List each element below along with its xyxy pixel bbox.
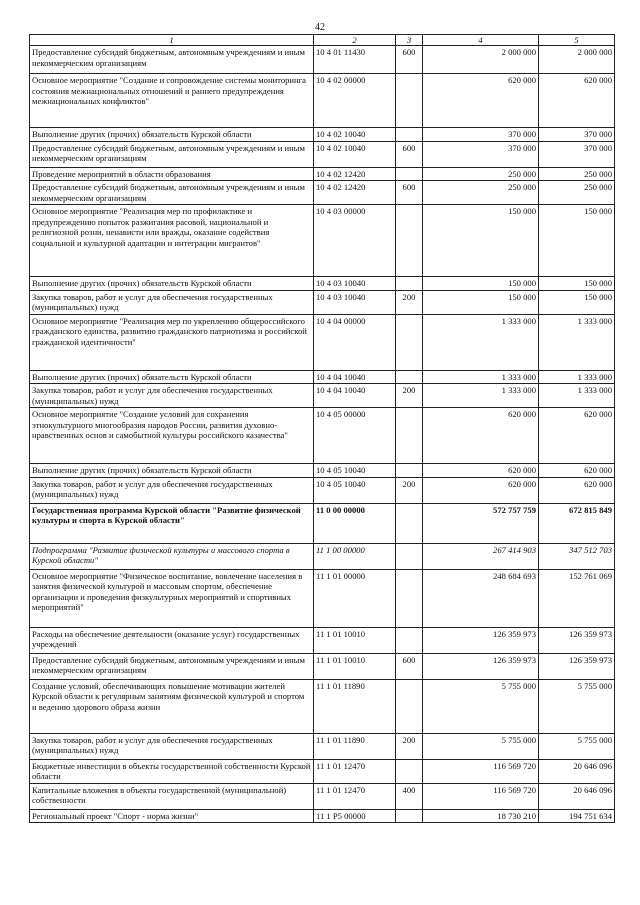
row-name-cell: Предоставление субсидий бюджетным, автономным учреждениям и иным некоммерческим организациям (30, 653, 314, 679)
row-amount-col5-cell: 2 000 000 (539, 46, 615, 74)
table-row (30, 783, 615, 809)
row-amount-col4-cell: 150 000 (423, 277, 539, 290)
table-row (30, 733, 615, 759)
row-name-cell: Закупка товаров, работ и услуг для обеспечения государственных (муниципальных) нужд (30, 733, 314, 759)
row-amount-col4-cell: 250 000 (423, 181, 539, 205)
row-amount-col4-cell: 2 000 000 (423, 46, 539, 74)
row-code-cell: 11 1 01 10010 (314, 653, 396, 679)
row-amount-col5-cell: 370 000 (539, 128, 615, 141)
page-number: 42 (315, 22, 325, 33)
row-code-cell: 11 1 01 00000 (314, 569, 396, 627)
table-row (30, 627, 615, 653)
row-amount-col4-cell: 150 000 (423, 205, 539, 277)
row-amount-col4-cell: 126 359 973 (423, 653, 539, 679)
column-header: 2 (314, 35, 396, 46)
table-row (30, 384, 615, 408)
column-header: 4 (423, 35, 539, 46)
row-amount-col5-cell: 20 646 096 (539, 759, 615, 783)
row-name-cell: Региональный проект "Спорт - норма жизни" (30, 809, 314, 822)
row-name-cell: Закупка товаров, работ и услуг для обеспечения государственных (муниципальных) нужд (30, 384, 314, 408)
row-code-cell: 10 4 03 10040 (314, 277, 396, 290)
row-expense-type-cell: 200 (396, 384, 423, 408)
row-name-cell: Закупка товаров, работ и услуг для обеспечения государственных (муниципальных) нужд (30, 477, 314, 503)
row-amount-col5-cell: 150 000 (539, 277, 615, 290)
row-name-cell: Государственная программа Курской области "Развитие физической культуры и спорта в Курской области" (30, 503, 314, 543)
row-name-cell: Основное мероприятие "Создание условий для сохранения этнокультурного многообразия народов России, развития духовно-нравственных основ и самобытной культуры российского казачества" (30, 408, 314, 464)
row-amount-col5-cell: 152 761 069 (539, 569, 615, 627)
row-amount-col5-cell: 620 000 (539, 477, 615, 503)
row-expense-type-cell (396, 74, 423, 128)
row-name-cell: Предоставление субсидий бюджетным, автономным учреждениям и иным некоммерческим организациям (30, 46, 314, 74)
table-row (30, 167, 615, 180)
row-code-cell: 11 1 01 10010 (314, 627, 396, 653)
table-row (30, 74, 615, 128)
row-amount-col4-cell: 1 333 000 (423, 384, 539, 408)
table-row (30, 277, 615, 290)
table-row (30, 464, 615, 477)
row-amount-col4-cell: 1 333 000 (423, 370, 539, 383)
column-header: 3 (396, 35, 423, 46)
row-amount-col4-cell: 370 000 (423, 128, 539, 141)
row-expense-type-cell (396, 128, 423, 141)
table-row (30, 809, 615, 822)
row-amount-col5-cell: 1 333 000 (539, 384, 615, 408)
column-header: 1 (30, 35, 314, 46)
row-code-cell: 10 4 05 10040 (314, 477, 396, 503)
row-expense-type-cell (396, 205, 423, 277)
row-expense-type-cell (396, 503, 423, 543)
row-code-cell: 10 4 02 12420 (314, 167, 396, 180)
row-name-cell: Закупка товаров, работ и услуг для обеспечения государственных (муниципальных) нужд (30, 290, 314, 314)
row-amount-col4-cell: 150 000 (423, 290, 539, 314)
row-amount-col4-cell: 1 333 000 (423, 314, 539, 370)
row-code-cell: 10 4 01 11430 (314, 46, 396, 74)
row-code-cell: 11 1 01 12470 (314, 759, 396, 783)
table-row (30, 128, 615, 141)
row-amount-col4-cell: 5 755 000 (423, 679, 539, 733)
row-name-cell: Выполнение других (прочих) обязательств Курской области (30, 277, 314, 290)
row-amount-col5-cell: 620 000 (539, 408, 615, 464)
row-expense-type-cell (396, 543, 423, 569)
table-row (30, 569, 615, 627)
row-expense-type-cell (396, 370, 423, 383)
row-amount-col5-cell: 250 000 (539, 167, 615, 180)
row-name-cell: Основное мероприятие "Реализация мер по профилактике и предупреждению попыток разжигания расовой, национальной и религиозной розни, ненависти или вражды, оказание содействия социальной и культурной адаптации и интеграции мигрантов" (30, 205, 314, 277)
row-name-cell: Расходы на обеспечение деятельности (оказание услуг) государственных учреждений (30, 627, 314, 653)
row-amount-col4-cell: 267 414 903 (423, 543, 539, 569)
row-amount-col5-cell: 20 646 096 (539, 783, 615, 809)
row-name-cell: Создание условий, обеспечивающих повышение мотивации жителей Курской области к регулярным занятиям физической культурой и спортом и ведению здорового образа жизни (30, 679, 314, 733)
table-row (30, 46, 615, 74)
table-row (30, 477, 615, 503)
row-expense-type-cell: 200 (396, 477, 423, 503)
row-amount-col4-cell: 572 757 759 (423, 503, 539, 543)
row-amount-col4-cell: 620 000 (423, 74, 539, 128)
table-row (30, 653, 615, 679)
table-row (30, 543, 615, 569)
row-amount-col4-cell: 248 684 693 (423, 569, 539, 627)
row-code-cell: 10 4 05 00000 (314, 408, 396, 464)
row-expense-type-cell (396, 314, 423, 370)
column-header: 5 (539, 35, 615, 46)
row-amount-col4-cell: 370 000 (423, 141, 539, 167)
row-name-cell: Основное мероприятие "Реализация мер по укреплению общероссийского гражданского единства, развитию гражданского патриотизма и российской гражданской идентичности" (30, 314, 314, 370)
row-code-cell: 10 4 05 10040 (314, 464, 396, 477)
row-amount-col5-cell: 5 755 000 (539, 733, 615, 759)
row-amount-col5-cell: 1 333 000 (539, 314, 615, 370)
row-amount-col5-cell: 347 512 703 (539, 543, 615, 569)
row-code-cell: 11 1 01 11890 (314, 679, 396, 733)
row-amount-col4-cell: 126 359 973 (423, 627, 539, 653)
row-expense-type-cell (396, 408, 423, 464)
row-code-cell: 10 4 02 12420 (314, 181, 396, 205)
table-row (30, 205, 615, 277)
table-row (30, 759, 615, 783)
row-amount-col4-cell: 116 569 720 (423, 759, 539, 783)
table-row (30, 141, 615, 167)
row-name-cell: Выполнение других (прочих) обязательств Курской области (30, 370, 314, 383)
row-name-cell: Бюджетные инвестиции в объекты государственной собственности Курской области (30, 759, 314, 783)
table-row (30, 370, 615, 383)
row-expense-type-cell (396, 627, 423, 653)
row-amount-col5-cell: 126 359 973 (539, 653, 615, 679)
row-code-cell: 11 1 00 00000 (314, 543, 396, 569)
row-amount-col4-cell: 620 000 (423, 477, 539, 503)
row-amount-col5-cell: 250 000 (539, 181, 615, 205)
row-code-cell: 11 1 01 12470 (314, 783, 396, 809)
row-code-cell: 10 4 02 10040 (314, 141, 396, 167)
row-amount-col5-cell: 150 000 (539, 205, 615, 277)
table-row (30, 314, 615, 370)
row-expense-type-cell (396, 679, 423, 733)
row-name-cell: Проведение мероприятий в области образования (30, 167, 314, 180)
row-expense-type-cell: 600 (396, 141, 423, 167)
row-code-cell: 10 4 03 00000 (314, 205, 396, 277)
row-amount-col4-cell: 620 000 (423, 464, 539, 477)
row-expense-type-cell (396, 759, 423, 783)
row-expense-type-cell: 600 (396, 46, 423, 74)
row-amount-col5-cell: 620 000 (539, 74, 615, 128)
row-name-cell: Выполнение других (прочих) обязательств Курской области (30, 464, 314, 477)
row-name-cell: Основное мероприятие "Физическое воспитание, вовлечение населения в занятия физической культурой и массовым спортом, обеспечение организации и проведения физкультурных мероприятий и спортивных мероприятий" (30, 569, 314, 627)
table-row (30, 290, 615, 314)
row-code-cell: 11 1 P5 00000 (314, 809, 396, 822)
row-amount-col5-cell: 150 000 (539, 290, 615, 314)
row-code-cell: 10 4 02 10040 (314, 128, 396, 141)
row-code-cell: 10 4 04 00000 (314, 314, 396, 370)
row-expense-type-cell (396, 569, 423, 627)
table-header-row (30, 35, 615, 46)
row-amount-col4-cell: 620 000 (423, 408, 539, 464)
row-name-cell: Подпрограмма "Развитие физической культуры и массового спорта в Курской области" (30, 543, 314, 569)
row-expense-type-cell: 600 (396, 653, 423, 679)
row-name-cell: Предоставление субсидий бюджетным, автономным учреждениям и иным некоммерческим организациям (30, 141, 314, 167)
row-name-cell: Капитальные вложения в объекты государственной (муниципальной) собственности (30, 783, 314, 809)
table-row (30, 181, 615, 205)
row-amount-col5-cell: 620 000 (539, 464, 615, 477)
row-amount-col5-cell: 194 751 634 (539, 809, 615, 822)
row-amount-col5-cell: 672 815 849 (539, 503, 615, 543)
table-row (30, 408, 615, 464)
row-name-cell: Предоставление субсидий бюджетным, автономным учреждениям и иным некоммерческим организациям (30, 181, 314, 205)
row-expense-type-cell: 400 (396, 783, 423, 809)
row-code-cell: 11 1 01 11890 (314, 733, 396, 759)
row-code-cell: 10 4 02 00000 (314, 74, 396, 128)
row-amount-col4-cell: 116 569 720 (423, 783, 539, 809)
row-expense-type-cell (396, 167, 423, 180)
table-row (30, 679, 615, 733)
row-code-cell: 10 4 04 10040 (314, 384, 396, 408)
row-amount-col4-cell: 18 730 210 (423, 809, 539, 822)
table-row (30, 503, 615, 543)
row-code-cell: 11 0 00 00000 (314, 503, 396, 543)
row-code-cell: 10 4 04 10040 (314, 370, 396, 383)
row-amount-col5-cell: 370 000 (539, 141, 615, 167)
row-amount-col4-cell: 250 000 (423, 167, 539, 180)
row-name-cell: Основное мероприятие "Создание и сопровождение системы мониторинга состояния межнациональных отношений и раннего предупреждения межнациональных конфликтов" (30, 74, 314, 128)
budget-table (29, 34, 615, 823)
row-expense-type-cell (396, 464, 423, 477)
row-name-cell: Выполнение других (прочих) обязательств Курской области (30, 128, 314, 141)
row-expense-type-cell (396, 277, 423, 290)
row-expense-type-cell: 600 (396, 181, 423, 205)
row-amount-col4-cell: 5 755 000 (423, 733, 539, 759)
row-expense-type-cell: 200 (396, 733, 423, 759)
row-amount-col5-cell: 126 359 973 (539, 627, 615, 653)
row-amount-col5-cell: 5 755 000 (539, 679, 615, 733)
row-expense-type-cell: 200 (396, 290, 423, 314)
row-amount-col5-cell: 1 333 000 (539, 370, 615, 383)
row-expense-type-cell (396, 809, 423, 822)
row-code-cell: 10 4 03 10040 (314, 290, 396, 314)
